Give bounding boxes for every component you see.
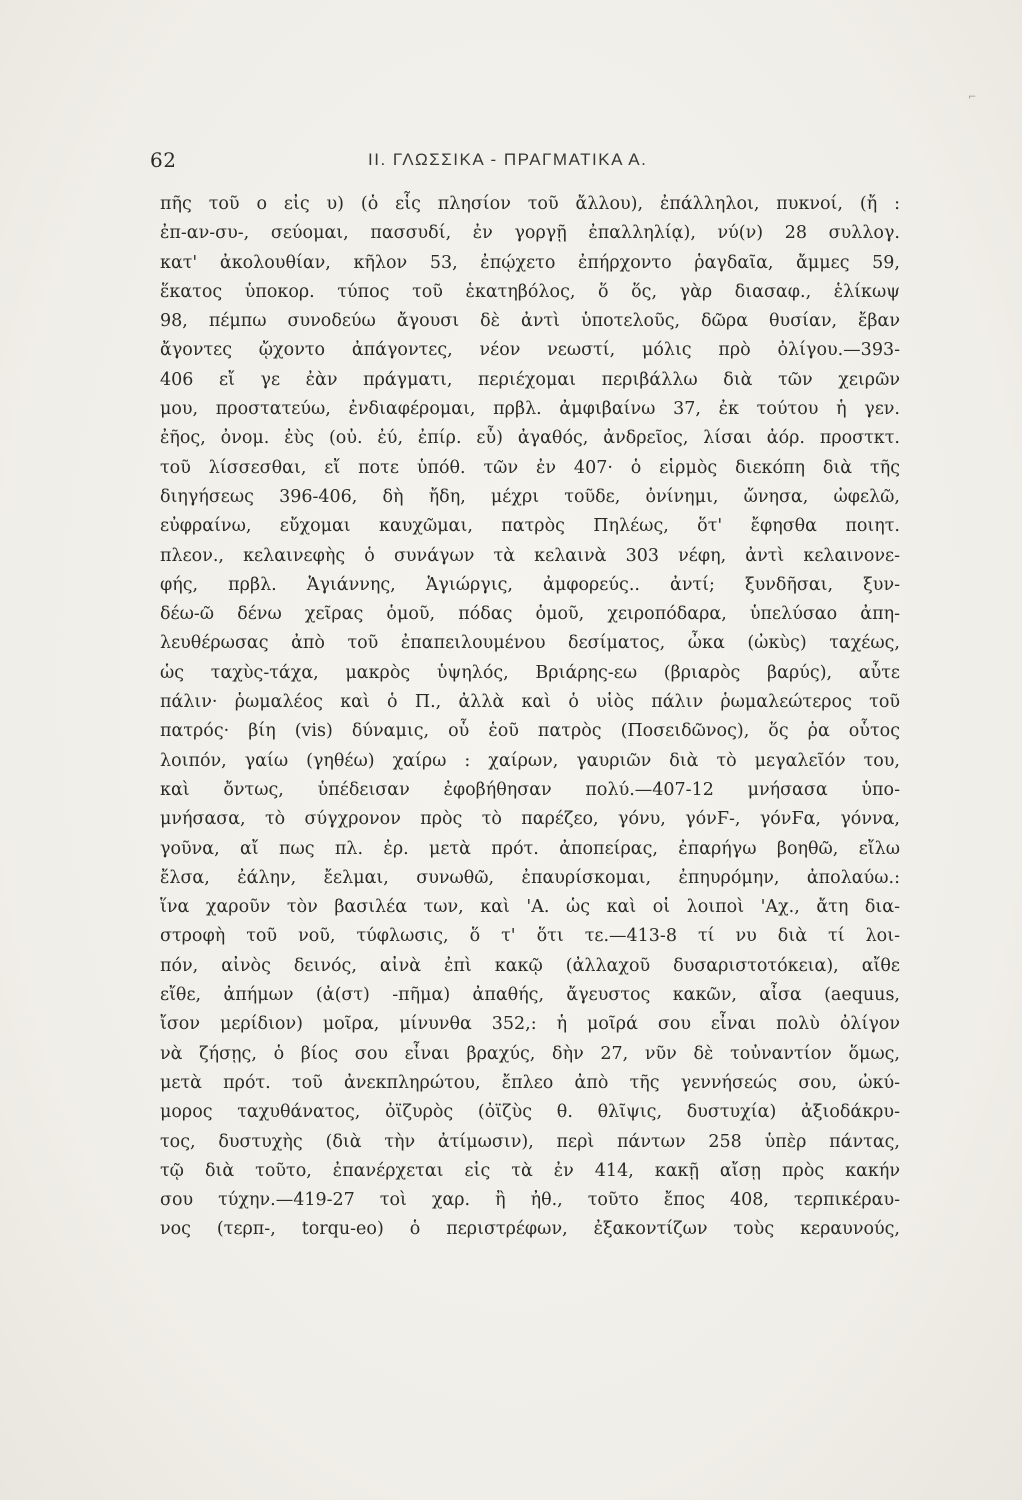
text-line: ὡς ταχὺς-τάχα, μακρὸς ὑψηλός, Βριάρης-εω (βριαρὸς βαρύς), αὖτε — [160, 662, 900, 683]
text-line: πατρός· βίη (vis) δύναμις, οὗ ἑοῦ πατρὸς (Ποσειδῶνος), ὅς ῥα οὗτος — [160, 721, 900, 742]
text-line: πλεον., κελαινεφὴς ὁ συνάγων τὰ κελαινὰ 303 νέφη, ἀντὶ κελαινονε- — [160, 545, 900, 566]
text-line: λευθέρωσας ἀπὸ τοῦ ἐπαπειλουμένου δεσίματος, ὦκα (ὠκὺς) ταχέως, — [160, 633, 900, 654]
text-line: νὰ ζήσῃς, ὁ βίος σου εἶναι βραχύς, δὴν 27, νῦν δὲ τοὐναντίον ὅμως, — [160, 1043, 900, 1064]
text-line: ἵνα χαροῦν τὸν βασιλέα των, καὶ 'Α. ὡς καὶ οἱ λοιποὶ 'Αχ., ἄτη δια- — [160, 897, 900, 918]
text-line: ἄγοντες ᾤχοντο ἀπάγοντες, νέον νεωστί, μόλις πρὸ ὀλίγου.—393- — [160, 340, 900, 361]
text-line: κατ' ἀκολουθίαν, κῆλον 53, ἐπῴχετο ἐπήρχοντο ῥαγδαῖα, ἄμμες 59, — [160, 252, 900, 273]
text-line: πόν, αἰνὸς δεινός, αἰνὰ ἐπὶ κακῷ (ἀλλαχοῦ δυσαριστοτόκεια), αἴθε — [160, 955, 900, 976]
scan-mark: ⌐ — [968, 92, 977, 103]
text-line: ἐῆος, ὀνομ. ἐὺς (οὐ. ἐύ, ἐπίρ. εὖ) ἀγαθός, ἀνδρεῖος, λίσαι ἀόρ. προστκτ. — [160, 428, 900, 449]
text-line: μετὰ πρότ. τοῦ ἀνεκπληρώτου, ἔπλεο ἀπὸ τῆς γεννήσεώς σου, ὠκύ- — [160, 1072, 900, 1093]
text-line: φής, πρβλ. Ἁγιάννης, Ἁγιώργις, ἀμφορεύς.. ἀντί; ξυνδῆσαι, ξυν- — [160, 574, 900, 595]
text-line: τῷ διὰ τοῦτο, ἐπανέρχεται εἰς τὰ ἐν 414, κακῇ αἴσῃ πρὸς κακήν — [160, 1160, 900, 1181]
text-line: 406 εἴ γε ἐὰν πράγματι, περιέχομαι περιβάλλω διὰ τῶν χειρῶν — [160, 369, 900, 390]
text-line: ἔλσα, ἐάλην, ἔελμαι, συνωθῶ, ἐπαυρίσκομαι, ἐπηυρόμην, ἀπολαύω.: — [160, 867, 900, 888]
text-line: δέω-ῶ δένω χεῖρας ὁμοῦ, πόδας ὁμοῦ, χειροπόδαρα, ὑπελύσαο ἀπη- — [160, 604, 900, 625]
text-line: μου, προστατεύω, ἐνδιαφέρομαι, πρβλ. ἀμφιβαίνω 37, ἐκ τούτου ἡ γεν. — [160, 399, 900, 420]
text-line: στροφὴ τοῦ νοῦ, τύφλωσις, ὅ τ' ὅτι τε.—413-8 τί νυ διὰ τί λοι- — [160, 926, 900, 947]
text-line: ἐπ-αν-συ-, σεύομαι, πασσυδί, ἐν γοργῇ ἐπαλληλίᾳ), νύ(ν) 28 συλλογ. — [160, 223, 900, 244]
text-line: ἴσον μερίδιον) μοῖρα, μίνυνθα 352,: ἡ μοῖρά σου εἶναι πολὺ ὀλίγον — [160, 1014, 900, 1035]
commentary-text — [160, 190, 900, 1245]
text-line: εἴθε, ἀπήμων (ἀ(στ) -πῆμα) ἀπαθής, ἄγευστος κακῶν, αἶσα (aequus, — [160, 985, 900, 1006]
text-line: καὶ ὄντως, ὑπέδεισαν ἐφοβήθησαν πολύ.—407-12 μνήσασα ὑπο- — [160, 779, 900, 800]
text-line: πῆς τοῦ ο εἰς υ) (ὁ εἷς πλησίον τοῦ ἄλλου), ἐπάλληλοι, πυκνοί, (ἤ : — [160, 194, 900, 214]
text-line: μνήσασα, τὸ σύγχρονον πρὸς τὸ παρέζεο, γόνυ, γόνϜ-, γόνϜα, γόννα, — [160, 809, 900, 830]
text-line: λοιπόν, γαίω (γηθέω) χαίρω : χαίρων, γαυριῶν διὰ τὸ μεγαλεῖόν του, — [160, 750, 900, 771]
text-line: ἕκατος ὑποκορ. τύπος τοῦ ἑκατηβόλος, ὅ ὅς, γὰρ διασαφ., ἑλίκωψ — [160, 281, 900, 302]
text-line: πάλιν· ῥωμαλέος καὶ ὁ Π., ἀλλὰ καὶ ὁ υἱὸς πάλιν ῥωμαλεώτερος τοῦ — [160, 692, 900, 713]
page-header — [150, 148, 890, 178]
text-line: τος, δυστυχὴς (διὰ τὴν ἀτίμωσιν), περὶ πάντων 258 ὑπὲρ πάντας, — [160, 1131, 900, 1152]
text-line: σου τύχην.—419-27 τοὶ χαρ. ἢ ἠθ., τοῦτο ἔπος 408, τερπικέραυ- — [160, 1190, 900, 1211]
page-number: 62 — [150, 148, 177, 172]
text-line: εὐφραίνω, εὔχομαι καυχῶμαι, πατρὸς Πηλέως, ὅτ' ἔφησθα ποιητ. — [160, 516, 900, 537]
text-line: γοῦνα, αἴ πως πλ. ἐρ. μετὰ πρότ. ἀποπείρας, ἐπαρήγω βοηθῶ, εἴλω — [160, 838, 900, 859]
text-line: 98, πέμπω συνοδεύω ἄγουσι δὲ ἀντὶ ὑποτελοῦς, δῶρα θυσίαν, ἔβαν — [160, 311, 900, 332]
text-line: μορος ταχυθάνατος, ὀϊζυρὸς (ὀϊζὺς θ. θλῖψις, δυστυχία) ἀξιοδάκρυ- — [160, 1102, 900, 1123]
running-head: II. ΓΛΩΣΣΙΚΑ - ΠΡΑΓΜΑΤΙΚΑ Α. — [368, 150, 648, 169]
text-line: τοῦ λίσσεσθαι, εἴ ποτε ὑπόθ. τῶν ἐν 407· ὁ εἱρμὸς διεκόπη διὰ τῆς — [160, 457, 900, 478]
text-line: διηγήσεως 396-406, δὴ ἤδη, μέχρι τοῦδε, ὀνίνημι, ὤνησα, ὠφελῶ, — [160, 486, 900, 507]
text-line: νος (τερπ-, torqu-eo) ὁ περιστρέφων, ἐξακοντίζων τοὺς κεραυνούς, — [160, 1219, 900, 1240]
